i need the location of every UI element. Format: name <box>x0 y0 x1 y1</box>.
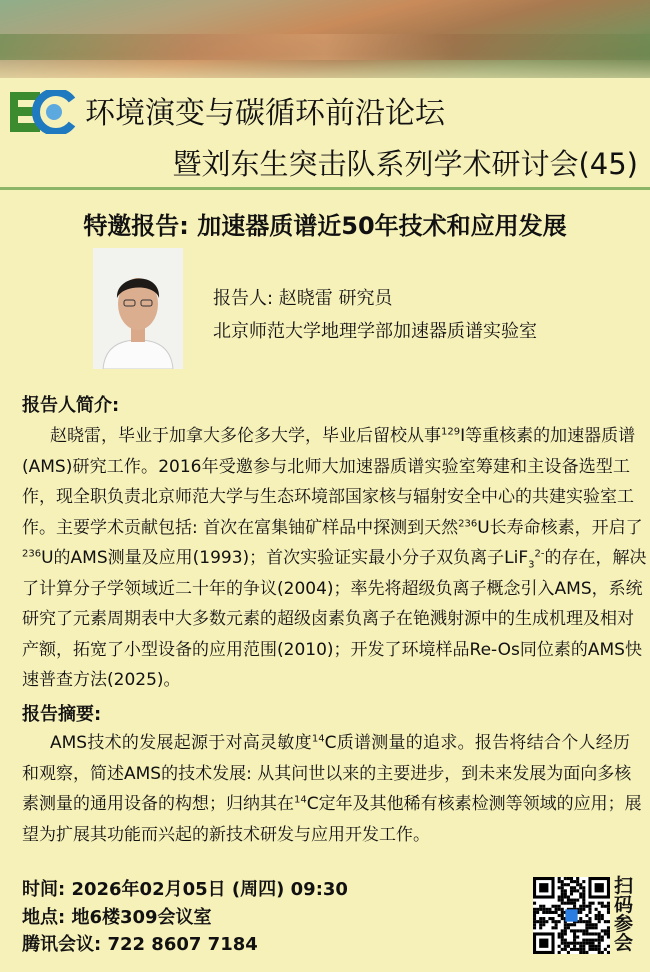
abstract-paragraph <box>22 728 642 850</box>
landscape-banner <box>0 0 650 78</box>
tencent-meeting-info[interactable]: 腾讯会议: 722 8607 7184 <box>22 934 258 955</box>
supscript-text: 236 <box>458 517 478 529</box>
text-segment: 赵晓雷，毕业于加拿大多伦多大学，毕业后留校从事 <box>50 426 441 446</box>
text-line <box>22 421 636 452</box>
supscript-text: 14 <box>294 794 307 806</box>
text-line <box>22 543 647 574</box>
text-segment: 素测量的通用设备的构想；归纳其在 <box>22 794 294 814</box>
text-segment: U长寿命核素，开启了 <box>477 517 643 538</box>
text-line <box>22 665 630 696</box>
text-segment: 研究了元素周期表中大多数元素的超级卤素负离子在铯溅射源中的生成机理及相对 <box>22 609 634 629</box>
supscript-text: 2- <box>534 548 545 560</box>
text-segment: 作。主要学术贡献包括: 首次在富集铀矿样品中探测到天然 <box>22 517 459 538</box>
text-segment: 和观察，简述AMS的技术发展: 从其问世以来的主要进步，到未来发展为面向多核 <box>22 763 632 784</box>
text-line <box>22 635 642 666</box>
location-info: 地点: 地6楼309会议室 <box>22 907 212 928</box>
banner-ridge <box>0 34 650 60</box>
text-line <box>22 728 630 759</box>
text-segment: (AMS)研究工作。2016年受邀参与北师大加速器质谱实验室筹建和主设备选型工 <box>22 456 630 477</box>
text-line <box>22 574 643 605</box>
seminar-subtitle: 暨刘东生突击队系列学术研讨会(45) <box>172 147 638 181</box>
bio-heading: 报告人简介: <box>22 395 120 416</box>
text-line <box>22 452 630 483</box>
text-line <box>22 604 634 635</box>
divider <box>0 187 650 190</box>
text-segment: C质谱测量的追求。报告将结合个人经历 <box>324 733 630 753</box>
text-segment: 望为扩展其功能而兴起的新技术研发与应用开发工作。 <box>22 824 430 845</box>
text-segment: AMS技术的发展起源于对高灵敏度 <box>50 733 312 753</box>
abstract-heading: 报告摘要: <box>22 704 102 725</box>
supscript-text: 129 <box>441 426 461 438</box>
qr-code-icon[interactable] <box>533 877 610 954</box>
supscript-text: 14 <box>311 733 325 745</box>
text-segment: U的AMS测量及应用(1993)；首次实验证实最小分子双负离子LiF <box>41 548 529 568</box>
subscript-text: 3 <box>528 559 535 571</box>
text-segment: 速普查方法(2025)。 <box>22 670 181 690</box>
speaker-photo <box>93 248 183 369</box>
text-line <box>22 820 630 851</box>
supscript-text: 236 <box>22 548 42 560</box>
text-line <box>22 482 634 513</box>
text-segment: 了计算分子学领域近二十年的争议(2004)；率先将超级负离子概念引入AMS，系统 <box>22 578 643 599</box>
text-segment: C定年及其他稀有核素检测等领域的应用；展 <box>306 794 642 814</box>
forum-title: 环境演变与碳循环前沿论坛 <box>85 96 445 131</box>
text-line <box>22 513 643 544</box>
time-info: 时间: 2026年02月05日 (周四) 09:30 <box>22 879 348 900</box>
bio-paragraph <box>22 421 647 696</box>
text-segment: 产额，拓宽了小型设备的应用范围(2010)；开发了环境样品Re-Os同位素的AMS快 <box>22 639 642 660</box>
text-line <box>22 759 630 790</box>
text-line <box>22 789 642 820</box>
talk-title: 特邀报告: 加速器质谱近50年技术和应用发展 <box>83 212 567 240</box>
text-segment: 的存在，解决 <box>544 548 647 568</box>
text-segment: I等重核素的加速器质谱 <box>460 426 636 446</box>
text-segment: 作，现全职负责北京师范大学与生态环境部国家核与辐射安全中心的共建实验室工 <box>22 487 634 507</box>
speaker-name: 报告人: 赵晓雷 研究员 <box>213 288 393 309</box>
forum-logo <box>10 90 76 134</box>
speaker-affiliation: 北京师范大学地理学部加速器质谱实验室 <box>213 321 537 342</box>
qr-label: 扫码参会 <box>614 875 634 954</box>
